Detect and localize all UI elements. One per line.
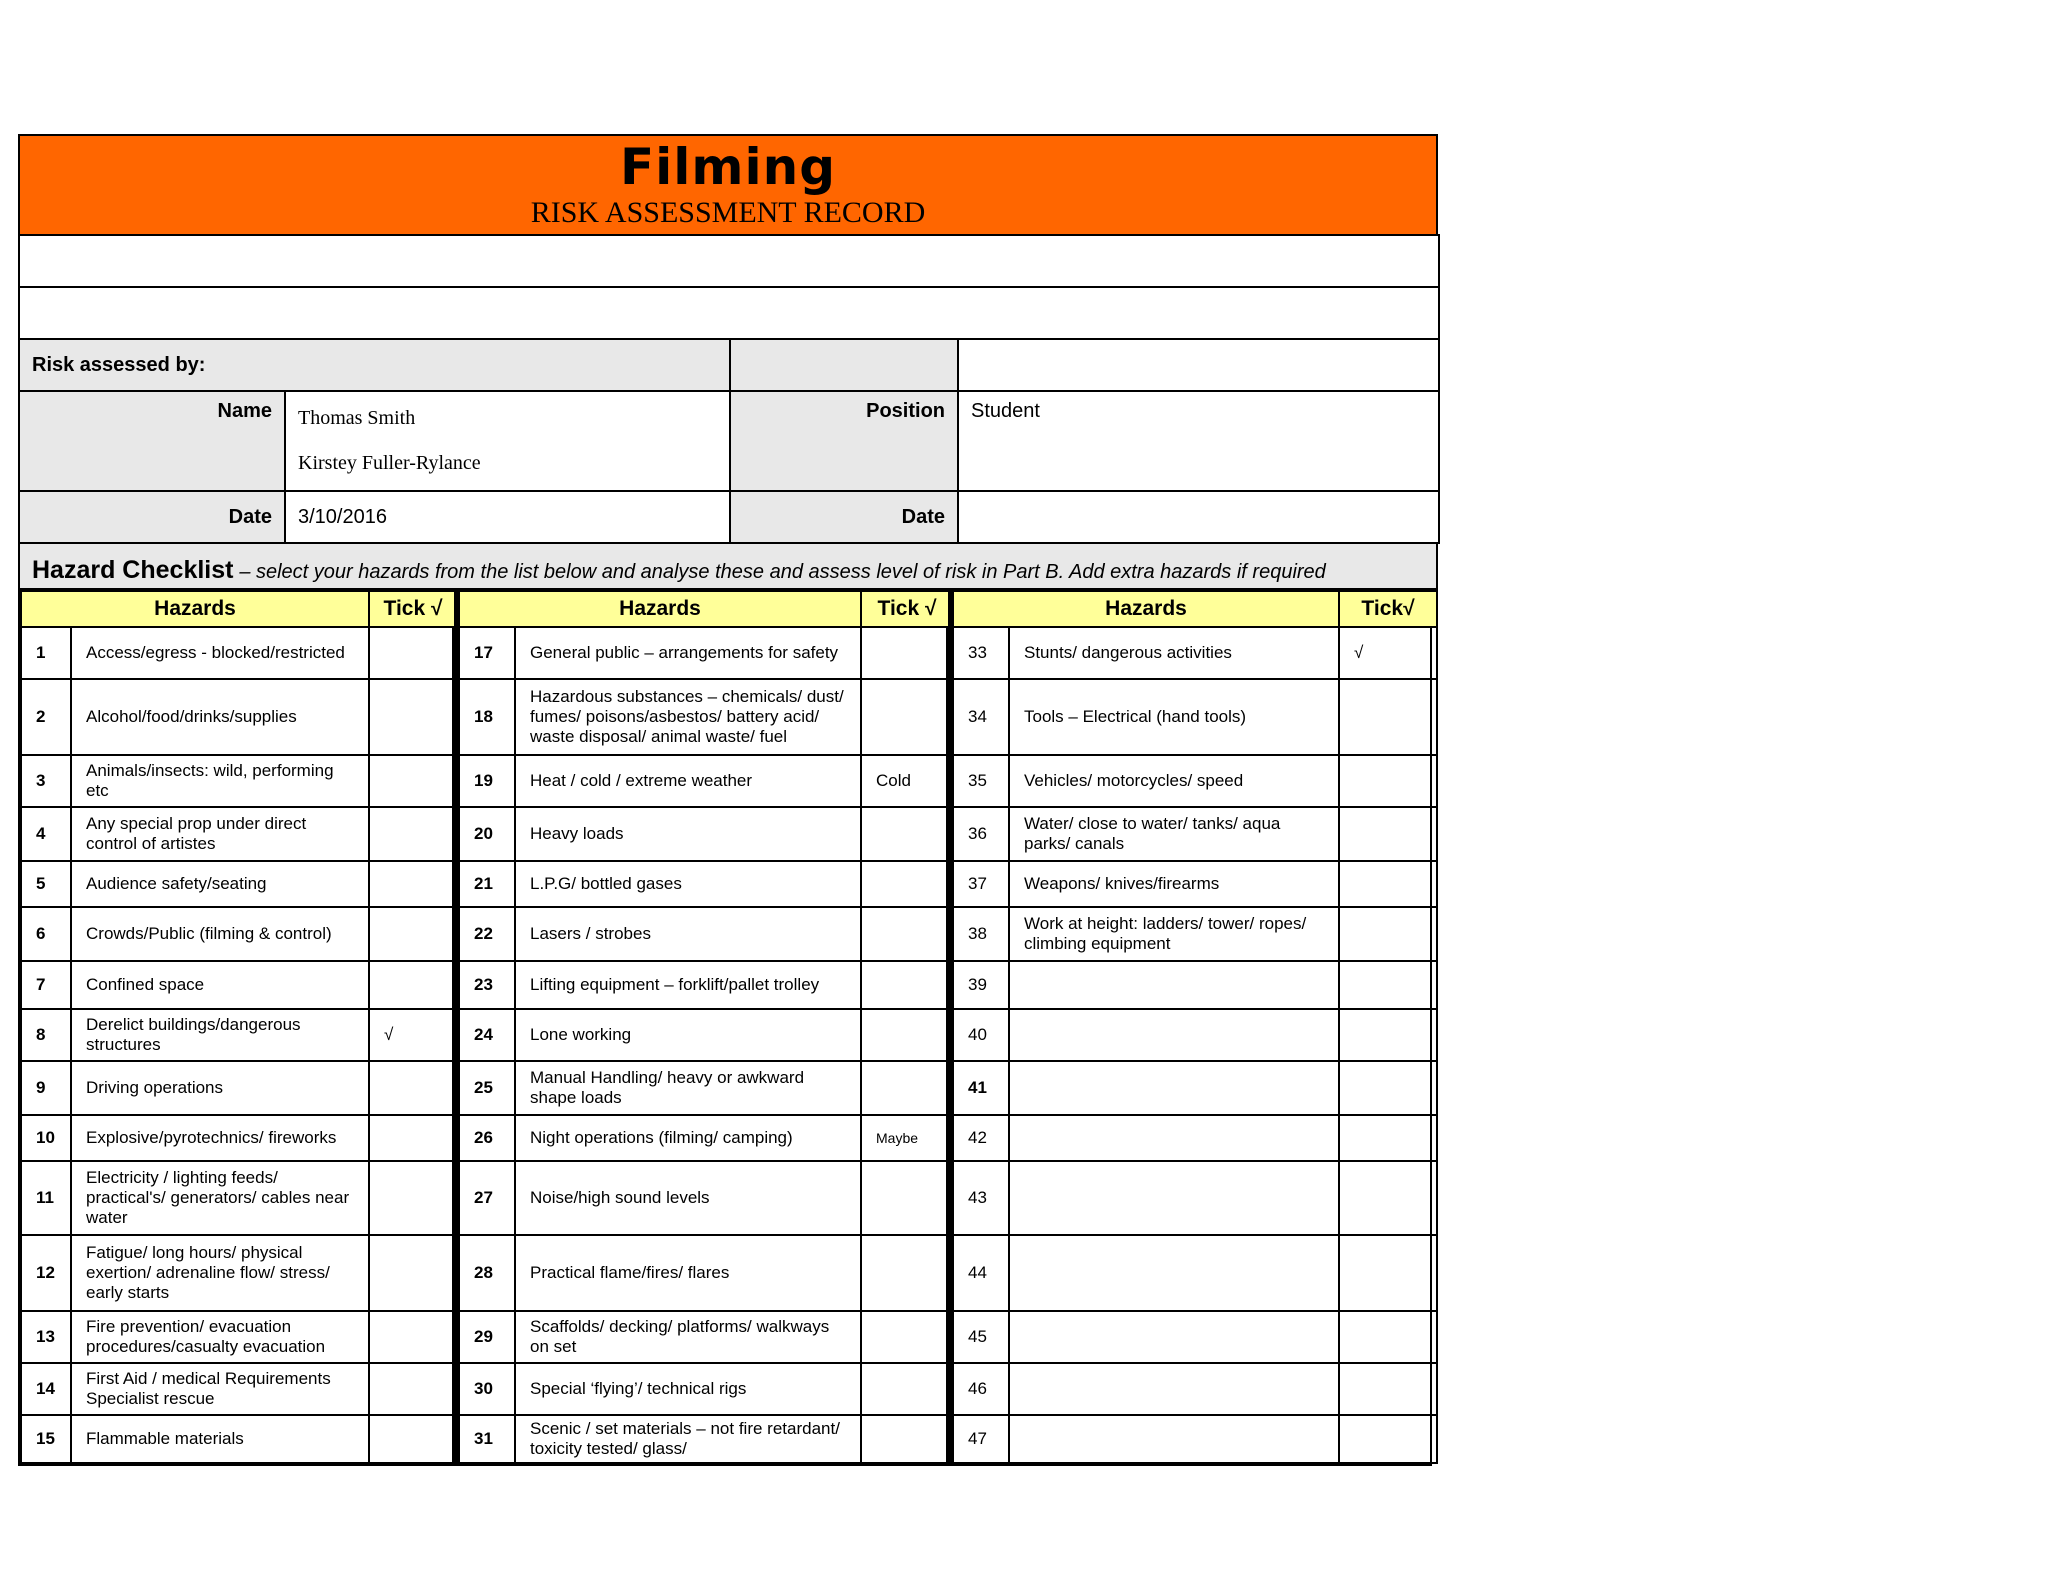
hazard-row bbox=[21, 627, 457, 679]
tick-cell[interactable] bbox=[369, 679, 457, 755]
tick-cell[interactable] bbox=[861, 679, 953, 755]
hazard-description: Fatigue/ long hours/ physical exertion/ adrenaline flow/ stress/ early starts bbox=[71, 1235, 369, 1311]
tick-header: Tick √ bbox=[861, 591, 953, 627]
tick-cell[interactable]: Cold bbox=[861, 755, 953, 807]
hazard-number: 11 bbox=[21, 1161, 71, 1235]
tick-cell[interactable] bbox=[1339, 807, 1437, 861]
hazard-number: 22 bbox=[459, 907, 515, 961]
tick-cell[interactable] bbox=[1339, 1415, 1437, 1463]
tick-cell[interactable] bbox=[369, 907, 457, 961]
tick-cell[interactable] bbox=[1339, 1009, 1437, 1061]
hazard-description: Crowds/Public (filming & control) bbox=[71, 907, 369, 961]
hazard-number: 15 bbox=[21, 1415, 71, 1463]
hazard-number: 42 bbox=[953, 1115, 1009, 1161]
tick-cell[interactable] bbox=[1339, 861, 1437, 907]
blank-field-2[interactable] bbox=[19, 287, 1439, 339]
hazard-number: 39 bbox=[953, 961, 1009, 1009]
hazard-number: 40 bbox=[953, 1009, 1009, 1061]
hazard-row bbox=[459, 1363, 953, 1415]
position-field[interactable]: Student bbox=[958, 391, 1439, 491]
hazard-description: General public – arrangements for safety bbox=[515, 627, 861, 679]
hazard-number: 36 bbox=[953, 807, 1009, 861]
date2-label: Date bbox=[730, 491, 958, 543]
hazard-row bbox=[21, 1363, 457, 1415]
hazard-number: 17 bbox=[459, 627, 515, 679]
hazard-number: 47 bbox=[953, 1415, 1009, 1463]
hazard-number: 35 bbox=[953, 755, 1009, 807]
tick-cell[interactable] bbox=[369, 1161, 457, 1235]
hazard-row bbox=[21, 961, 457, 1009]
hazard-description: Fire prevention/ evacuation procedures/casualty evacuation bbox=[71, 1311, 369, 1363]
hazard-row bbox=[459, 627, 953, 679]
tick-cell[interactable] bbox=[1339, 1061, 1437, 1115]
hazard-number: 25 bbox=[459, 1061, 515, 1115]
hazard-description: Lifting equipment – forklift/pallet trolley bbox=[515, 961, 861, 1009]
tick-header: Tick √ bbox=[369, 591, 457, 627]
hazard-row bbox=[953, 961, 1437, 1009]
hazard-row bbox=[953, 679, 1437, 755]
hazard-number: 41 bbox=[953, 1061, 1009, 1115]
hazard-description: Noise/high sound levels bbox=[515, 1161, 861, 1235]
tick-cell[interactable] bbox=[861, 1061, 953, 1115]
hazard-row bbox=[459, 1061, 953, 1115]
checklist-title: Hazard Checklist bbox=[32, 556, 234, 584]
hazard-row bbox=[459, 961, 953, 1009]
hazard-description: Lasers / strobes bbox=[515, 907, 861, 961]
hazard-description: Work at height: ladders/ tower/ ropes/ climbing equipment bbox=[1009, 907, 1339, 961]
hazard-row bbox=[21, 1235, 457, 1311]
hazard-row bbox=[459, 1009, 953, 1061]
hazard-row bbox=[21, 1415, 457, 1463]
hazard-number: 8 bbox=[21, 1009, 71, 1061]
tick-cell[interactable] bbox=[369, 1115, 457, 1161]
hazard-number: 4 bbox=[21, 807, 71, 861]
hazard-row bbox=[953, 1363, 1437, 1415]
hazard-row bbox=[459, 679, 953, 755]
tick-cell[interactable] bbox=[861, 1415, 953, 1463]
hazard-description: Hazardous substances – chemicals/ dust/ fumes/ poisons/asbestos/ battery acid/ waste disposal/ animal waste/ fuel bbox=[515, 679, 861, 755]
tick-cell[interactable] bbox=[369, 861, 457, 907]
hazard-description: Heavy loads bbox=[515, 807, 861, 861]
hazard-number: 26 bbox=[459, 1115, 515, 1161]
hazard-description bbox=[1009, 1061, 1339, 1115]
name-field[interactable] bbox=[285, 391, 730, 491]
tick-cell[interactable] bbox=[861, 1235, 953, 1311]
date2-field[interactable] bbox=[958, 491, 1439, 543]
tick-header: Tick√ bbox=[1339, 591, 1437, 627]
document-title: Filming bbox=[619, 138, 837, 196]
tick-cell[interactable] bbox=[1339, 1235, 1437, 1311]
hazard-number: 21 bbox=[459, 861, 515, 907]
tick-cell[interactable] bbox=[1339, 1115, 1437, 1161]
tick-cell[interactable] bbox=[369, 1363, 457, 1415]
hazard-number: 10 bbox=[21, 1115, 71, 1161]
hazard-description: Night operations (filming/ camping) bbox=[515, 1115, 861, 1161]
tick-cell[interactable]: √ bbox=[369, 1009, 457, 1061]
hazard-description: Scenic / set materials – not fire retardant/ toxicity tested/ glass/ bbox=[515, 1415, 861, 1463]
tick-cell[interactable] bbox=[861, 907, 953, 961]
tick-cell[interactable] bbox=[369, 1235, 457, 1311]
title-banner bbox=[18, 134, 1438, 234]
hazard-row bbox=[953, 627, 1437, 679]
hazard-number: 30 bbox=[459, 1363, 515, 1415]
hazard-description: Access/egress - blocked/restricted bbox=[71, 627, 369, 679]
hazard-number: 46 bbox=[953, 1363, 1009, 1415]
hazard-number: 19 bbox=[459, 755, 515, 807]
hazard-row bbox=[21, 907, 457, 961]
tick-cell[interactable] bbox=[861, 1311, 953, 1363]
hazard-row bbox=[953, 755, 1437, 807]
document-subtitle: RISK ASSESSMENT RECORD bbox=[530, 196, 926, 229]
tick-cell[interactable] bbox=[861, 1161, 953, 1235]
hazard-number: 34 bbox=[953, 679, 1009, 755]
hazard-row bbox=[21, 1009, 457, 1061]
hazard-number: 27 bbox=[459, 1161, 515, 1235]
tick-cell[interactable] bbox=[369, 961, 457, 1009]
hazard-description: Stunts/ dangerous activities bbox=[1009, 627, 1339, 679]
tick-cell[interactable] bbox=[861, 1009, 953, 1061]
hazards-header: Hazards bbox=[21, 591, 369, 627]
hazard-description: Alcohol/food/drinks/supplies bbox=[71, 679, 369, 755]
hazard-row bbox=[953, 1061, 1437, 1115]
tick-cell[interactable] bbox=[861, 1363, 953, 1415]
tick-cell[interactable] bbox=[861, 627, 953, 679]
hazard-number: 12 bbox=[21, 1235, 71, 1311]
hazard-row bbox=[459, 1415, 953, 1463]
tick-cell[interactable] bbox=[1339, 1311, 1437, 1363]
hazard-description: Driving operations bbox=[71, 1061, 369, 1115]
hazard-description bbox=[1009, 1161, 1339, 1235]
hazard-number: 9 bbox=[21, 1061, 71, 1115]
hazard-row bbox=[459, 861, 953, 907]
hazard-description: Explosive/pyrotechnics/ fireworks bbox=[71, 1115, 369, 1161]
hazard-description: Scaffolds/ decking/ platforms/ walkways on set bbox=[515, 1311, 861, 1363]
hazard-row bbox=[953, 1009, 1437, 1061]
hazard-number: 24 bbox=[459, 1009, 515, 1061]
hazard-number: 1 bbox=[21, 627, 71, 679]
hazard-column-3 bbox=[948, 590, 1432, 1466]
hazard-description bbox=[1009, 1235, 1339, 1311]
hazard-row bbox=[459, 755, 953, 807]
hazard-description: Confined space bbox=[71, 961, 369, 1009]
hazard-description: Manual Handling/ heavy or awkward shape loads bbox=[515, 1061, 861, 1115]
checklist-instruction: – select your hazards from the list below and analyse these and assess level of risk in Part B. Add extra hazards if required bbox=[239, 561, 1326, 583]
hazard-description: Tools – Electrical (hand tools) bbox=[1009, 679, 1339, 755]
hazard-description bbox=[1009, 1363, 1339, 1415]
hazard-row bbox=[21, 807, 457, 861]
hazard-description bbox=[1009, 1009, 1339, 1061]
tick-cell[interactable] bbox=[861, 807, 953, 861]
hazard-row bbox=[953, 1235, 1437, 1311]
hazard-description: Weapons/ knives/firearms bbox=[1009, 861, 1339, 907]
name-1: Thomas Smith bbox=[298, 407, 416, 429]
hazard-number: 33 bbox=[953, 627, 1009, 679]
hazard-description bbox=[1009, 961, 1339, 1009]
hazard-description bbox=[1009, 1311, 1339, 1363]
hazards-header: Hazards bbox=[459, 591, 861, 627]
hazard-description: Practical flame/fires/ flares bbox=[515, 1235, 861, 1311]
hazard-number: 38 bbox=[953, 907, 1009, 961]
hazard-number: 31 bbox=[459, 1415, 515, 1463]
hazard-number: 20 bbox=[459, 807, 515, 861]
tick-cell[interactable]: Maybe bbox=[861, 1115, 953, 1161]
hazard-row bbox=[21, 755, 457, 807]
hazard-row bbox=[953, 807, 1437, 861]
tick-cell[interactable] bbox=[1339, 1161, 1437, 1235]
hazard-description: First Aid / medical Requirements Specialist rescue bbox=[71, 1363, 369, 1415]
hazard-description: Water/ close to water/ tanks/ aqua parks/ canals bbox=[1009, 807, 1339, 861]
name-label: Name bbox=[19, 391, 285, 491]
hazard-number: 3 bbox=[21, 755, 71, 807]
tick-cell[interactable] bbox=[369, 627, 457, 679]
blank-cell[interactable] bbox=[958, 339, 1439, 391]
hazard-row bbox=[459, 1161, 953, 1235]
hazard-description: Vehicles/ motorcycles/ speed bbox=[1009, 755, 1339, 807]
assessor-table bbox=[18, 234, 1440, 544]
tick-cell[interactable] bbox=[1339, 679, 1437, 755]
hazard-row bbox=[953, 1311, 1437, 1363]
hazard-row bbox=[459, 1115, 953, 1161]
hazard-number: 6 bbox=[21, 907, 71, 961]
blank-grey-cell bbox=[730, 339, 958, 391]
hazard-row bbox=[21, 1161, 457, 1235]
hazard-description: Special ‘flying’/ technical rigs bbox=[515, 1363, 861, 1415]
hazard-row bbox=[953, 1115, 1437, 1161]
tick-cell[interactable] bbox=[1339, 755, 1437, 807]
name-2: Kirstey Fuller-Rylance bbox=[298, 452, 481, 474]
tick-cell[interactable]: √ bbox=[1339, 627, 1437, 679]
hazard-row bbox=[21, 679, 457, 755]
hazard-row bbox=[21, 1061, 457, 1115]
tick-cell[interactable] bbox=[1339, 961, 1437, 1009]
hazard-number: 43 bbox=[953, 1161, 1009, 1235]
tick-cell[interactable] bbox=[1339, 1363, 1437, 1415]
date-field[interactable]: 3/10/2016 bbox=[285, 491, 730, 543]
hazard-number: 44 bbox=[953, 1235, 1009, 1311]
date-label: Date bbox=[19, 491, 285, 543]
hazard-description: Heat / cold / extreme weather bbox=[515, 755, 861, 807]
hazard-description: Animals/insects: wild, performing etc bbox=[71, 755, 369, 807]
hazard-row bbox=[459, 807, 953, 861]
hazard-description: Flammable materials bbox=[71, 1415, 369, 1463]
hazard-row bbox=[459, 907, 953, 961]
hazard-description: Audience safety/seating bbox=[71, 861, 369, 907]
tick-cell[interactable] bbox=[861, 861, 953, 907]
hazard-row bbox=[21, 1311, 457, 1363]
hazard-row bbox=[459, 1235, 953, 1311]
hazard-column-2 bbox=[454, 590, 948, 1466]
hazard-number: 18 bbox=[459, 679, 515, 755]
hazard-row bbox=[953, 861, 1437, 907]
hazard-row bbox=[953, 1415, 1437, 1463]
hazard-row bbox=[953, 1161, 1437, 1235]
tick-cell[interactable] bbox=[369, 807, 457, 861]
hazard-grid bbox=[18, 590, 1438, 1466]
tick-cell[interactable] bbox=[861, 961, 953, 1009]
hazard-number: 7 bbox=[21, 961, 71, 1009]
tick-cell[interactable] bbox=[369, 1415, 457, 1463]
hazard-row bbox=[459, 1311, 953, 1363]
tick-cell[interactable] bbox=[369, 1061, 457, 1115]
hazard-number: 28 bbox=[459, 1235, 515, 1311]
hazard-description bbox=[1009, 1115, 1339, 1161]
hazards-header: Hazards bbox=[953, 591, 1339, 627]
hazard-row bbox=[953, 907, 1437, 961]
tick-cell[interactable] bbox=[369, 755, 457, 807]
hazard-description bbox=[1009, 1415, 1339, 1463]
tick-cell[interactable] bbox=[369, 1311, 457, 1363]
hazard-number: 2 bbox=[21, 679, 71, 755]
hazard-description: Any special prop under direct control of artistes bbox=[71, 807, 369, 861]
hazard-description: Derelict buildings/dangerous structures bbox=[71, 1009, 369, 1061]
hazard-number: 23 bbox=[459, 961, 515, 1009]
risk-assessment-sheet bbox=[18, 134, 1438, 1466]
hazard-number: 45 bbox=[953, 1311, 1009, 1363]
hazard-number: 5 bbox=[21, 861, 71, 907]
hazard-row bbox=[21, 1115, 457, 1161]
hazard-number: 37 bbox=[953, 861, 1009, 907]
hazard-number: 13 bbox=[21, 1311, 71, 1363]
hazard-checklist-heading bbox=[18, 544, 1438, 590]
hazard-row bbox=[21, 861, 457, 907]
blank-field-1[interactable] bbox=[19, 235, 1439, 287]
hazard-description: Electricity / lighting feeds/ practical's/ generators/ cables near water bbox=[71, 1161, 369, 1235]
risk-assessed-by-label: Risk assessed by: bbox=[19, 339, 730, 391]
hazard-number: 14 bbox=[21, 1363, 71, 1415]
hazard-description: L.P.G/ bottled gases bbox=[515, 861, 861, 907]
hazard-number: 29 bbox=[459, 1311, 515, 1363]
hazard-column-1 bbox=[18, 590, 454, 1466]
hazard-description: Lone working bbox=[515, 1009, 861, 1061]
tick-cell[interactable] bbox=[1339, 907, 1437, 961]
position-label: Position bbox=[730, 391, 958, 491]
